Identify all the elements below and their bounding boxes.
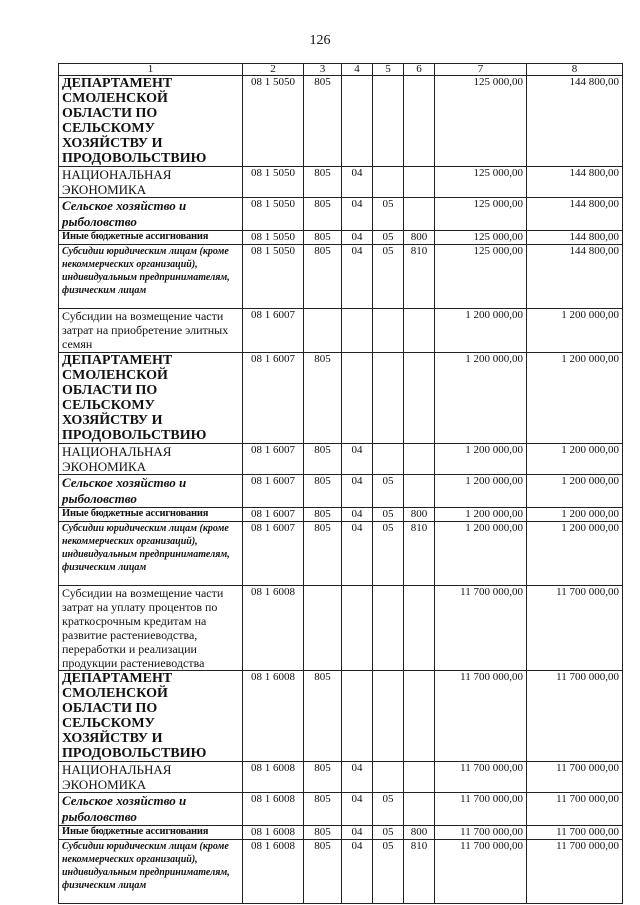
amount-year-1: 11 700 000,00 (435, 762, 527, 793)
target-code: 08 1 6008 (243, 793, 304, 826)
amount-year-1: 11 700 000,00 (435, 840, 527, 904)
program-subsidy-row (59, 309, 623, 353)
expense-type-code (404, 167, 435, 198)
section-code: 04 (342, 826, 373, 840)
subsection-code: 05 (373, 840, 404, 904)
target-code: 08 1 6008 (243, 586, 304, 671)
subsection-code (373, 586, 404, 671)
other-allocations-row (59, 826, 623, 840)
amount-year-2: 1 200 000,00 (527, 444, 623, 475)
expense-type-code (404, 586, 435, 671)
target-code: 08 1 6007 (243, 475, 304, 508)
department-row (59, 671, 623, 762)
other-allocations-row (59, 508, 623, 522)
amount-year-2: 11 700 000,00 (527, 826, 623, 840)
budget-table (58, 63, 623, 904)
expense-type-code: 810 (404, 245, 435, 309)
department-code: 805 (304, 167, 342, 198)
column-header: 3 (304, 64, 342, 76)
subsection-code (373, 762, 404, 793)
expense-type-code (404, 198, 435, 231)
item-name: Сельское хозяйство и рыболовство (59, 793, 243, 826)
department-code (304, 586, 342, 671)
target-code: 08 1 6007 (243, 353, 304, 444)
section-code: 04 (342, 198, 373, 231)
department-code: 805 (304, 444, 342, 475)
amount-year-1: 1 200 000,00 (435, 353, 527, 444)
amount-year-2: 144 800,00 (527, 231, 623, 245)
item-name: Субсидии юридическим лицам (кроме некоммерческих организаций), индивидуальным предпринимателям, физическим лицам (59, 522, 243, 586)
subsection-code (373, 76, 404, 167)
amount-year-1: 11 700 000,00 (435, 826, 527, 840)
expense-type-code: 800 (404, 826, 435, 840)
subsection-code: 05 (373, 231, 404, 245)
legal-entity-subsidies-row (59, 840, 623, 904)
department-code: 805 (304, 475, 342, 508)
section-code: 04 (342, 167, 373, 198)
other-allocations-row (59, 231, 623, 245)
national-economy-row (59, 444, 623, 475)
amount-year-2: 144 800,00 (527, 245, 623, 309)
item-name: Иные бюджетные ассигнования (59, 231, 243, 245)
item-name: НАЦИОНАЛЬНАЯ ЭКОНОМИКА (59, 762, 243, 793)
expense-type-code: 810 (404, 522, 435, 586)
column-header: 7 (435, 64, 527, 76)
amount-year-2: 11 700 000,00 (527, 671, 623, 762)
amount-year-1: 1 200 000,00 (435, 508, 527, 522)
expense-type-code: 810 (404, 840, 435, 904)
department-code: 805 (304, 762, 342, 793)
subsection-code (373, 309, 404, 353)
column-header: 8 (527, 64, 623, 76)
amount-year-2: 1 200 000,00 (527, 353, 623, 444)
amount-year-1: 11 700 000,00 (435, 586, 527, 671)
expense-type-code (404, 353, 435, 444)
expense-type-code (404, 671, 435, 762)
amount-year-1: 125 000,00 (435, 167, 527, 198)
item-name: Иные бюджетные ассигнования (59, 826, 243, 840)
item-name: Сельское хозяйство и рыболовство (59, 475, 243, 508)
target-code: 08 1 5050 (243, 245, 304, 309)
amount-year-1: 125 000,00 (435, 76, 527, 167)
amount-year-2: 144 800,00 (527, 76, 623, 167)
amount-year-2: 144 800,00 (527, 167, 623, 198)
page-number: 126 (309, 33, 331, 48)
subsection-code (373, 671, 404, 762)
department-code: 805 (304, 826, 342, 840)
item-name: ДЕПАРТАМЕНТ СМОЛЕНСКОЙ ОБЛАСТИ ПО СЕЛЬСКОМУ ХОЗЯЙСТВУ И ПРОДОВОЛЬСТВИЮ (59, 671, 243, 762)
target-code: 08 1 6007 (243, 444, 304, 475)
expense-type-code (404, 762, 435, 793)
subsection-code: 05 (373, 522, 404, 586)
section-code: 04 (342, 245, 373, 309)
amount-year-1: 125 000,00 (435, 198, 527, 231)
target-code: 08 1 6007 (243, 508, 304, 522)
legal-entity-subsidies-row (59, 245, 623, 309)
amount-year-2: 144 800,00 (527, 198, 623, 231)
section-code (342, 76, 373, 167)
column-header: 6 (404, 64, 435, 76)
section-code: 04 (342, 475, 373, 508)
column-header: 1 (59, 64, 243, 76)
agriculture-row (59, 198, 623, 231)
section-code (342, 353, 373, 444)
program-subsidy-row (59, 586, 623, 671)
target-code: 08 1 6007 (243, 309, 304, 353)
expense-type-code (404, 793, 435, 826)
target-code: 08 1 6007 (243, 522, 304, 586)
department-code: 805 (304, 245, 342, 309)
amount-year-2: 1 200 000,00 (527, 309, 623, 353)
amount-year-1: 1 200 000,00 (435, 444, 527, 475)
subsection-code: 05 (373, 826, 404, 840)
amount-year-2: 1 200 000,00 (527, 508, 623, 522)
section-code (342, 309, 373, 353)
target-code: 08 1 5050 (243, 76, 304, 167)
department-code: 805 (304, 231, 342, 245)
subsection-code: 05 (373, 793, 404, 826)
column-number-row (59, 64, 623, 76)
agriculture-row (59, 793, 623, 826)
expense-type-code: 800 (404, 508, 435, 522)
department-code: 805 (304, 671, 342, 762)
section-code: 04 (342, 840, 373, 904)
expense-type-code (404, 475, 435, 508)
department-code: 805 (304, 522, 342, 586)
amount-year-2: 11 700 000,00 (527, 793, 623, 826)
expense-type-code: 800 (404, 231, 435, 245)
target-code: 08 1 5050 (243, 167, 304, 198)
department-row (59, 353, 623, 444)
department-code: 805 (304, 508, 342, 522)
item-name: НАЦИОНАЛЬНАЯ ЭКОНОМИКА (59, 167, 243, 198)
column-header: 5 (373, 64, 404, 76)
agriculture-row (59, 475, 623, 508)
section-code: 04 (342, 522, 373, 586)
amount-year-1: 1 200 000,00 (435, 475, 527, 508)
amount-year-1: 125 000,00 (435, 245, 527, 309)
target-code: 08 1 6008 (243, 671, 304, 762)
item-name: Субсидии на возмещение части затрат на уплату процентов по краткосрочным кредитам на развитие растениеводства, переработки и реализации продукции растениеводства (59, 586, 243, 671)
amount-year-1: 125 000,00 (435, 231, 527, 245)
national-economy-row (59, 762, 623, 793)
section-code: 04 (342, 231, 373, 245)
subsection-code: 05 (373, 508, 404, 522)
item-name: ДЕПАРТАМЕНТ СМОЛЕНСКОЙ ОБЛАСТИ ПО СЕЛЬСКОМУ ХОЗЯЙСТВУ И ПРОДОВОЛЬСТВИЮ (59, 353, 243, 444)
item-name: ДЕПАРТАМЕНТ СМОЛЕНСКОЙ ОБЛАСТИ ПО СЕЛЬСКОМУ ХОЗЯЙСТВУ И ПРОДОВОЛЬСТВИЮ (59, 76, 243, 167)
target-code: 08 1 6008 (243, 826, 304, 840)
item-name: Сельское хозяйство и рыболовство (59, 198, 243, 231)
section-code: 04 (342, 762, 373, 793)
expense-type-code (404, 309, 435, 353)
legal-entity-subsidies-row (59, 522, 623, 586)
amount-year-1: 1 200 000,00 (435, 309, 527, 353)
section-code: 04 (342, 793, 373, 826)
target-code: 08 1 6008 (243, 762, 304, 793)
department-code (304, 309, 342, 353)
department-code: 805 (304, 76, 342, 167)
amount-year-2: 1 200 000,00 (527, 522, 623, 586)
subsection-code: 05 (373, 198, 404, 231)
department-code: 805 (304, 840, 342, 904)
section-code (342, 671, 373, 762)
department-code: 805 (304, 198, 342, 231)
subsection-code: 05 (373, 475, 404, 508)
amount-year-1: 11 700 000,00 (435, 671, 527, 762)
department-code: 805 (304, 353, 342, 444)
amount-year-1: 11 700 000,00 (435, 793, 527, 826)
amount-year-1: 1 200 000,00 (435, 522, 527, 586)
item-name: Иные бюджетные ассигнования (59, 508, 243, 522)
column-header: 2 (243, 64, 304, 76)
department-code: 805 (304, 793, 342, 826)
subsection-code (373, 167, 404, 198)
amount-year-2: 11 700 000,00 (527, 840, 623, 904)
expense-type-code (404, 76, 435, 167)
subsection-code: 05 (373, 245, 404, 309)
item-name: НАЦИОНАЛЬНАЯ ЭКОНОМИКА (59, 444, 243, 475)
section-code: 04 (342, 508, 373, 522)
amount-year-2: 1 200 000,00 (527, 475, 623, 508)
item-name: Субсидии на возмещение части затрат на приобретение элитных семян (59, 309, 243, 353)
national-economy-row (59, 167, 623, 198)
target-code: 08 1 5050 (243, 231, 304, 245)
subsection-code (373, 353, 404, 444)
item-name: Субсидии юридическим лицам (кроме некоммерческих организаций), индивидуальным предпринимателям, физическим лицам (59, 840, 243, 904)
column-header: 4 (342, 64, 373, 76)
target-code: 08 1 6008 (243, 840, 304, 904)
department-row (59, 76, 623, 167)
amount-year-2: 11 700 000,00 (527, 762, 623, 793)
amount-year-2: 11 700 000,00 (527, 586, 623, 671)
section-code (342, 586, 373, 671)
expense-type-code (404, 444, 435, 475)
target-code: 08 1 5050 (243, 198, 304, 231)
item-name: Субсидии юридическим лицам (кроме некоммерческих организаций), индивидуальным предпринимателям, физическим лицам (59, 245, 243, 309)
subsection-code (373, 444, 404, 475)
section-code: 04 (342, 444, 373, 475)
